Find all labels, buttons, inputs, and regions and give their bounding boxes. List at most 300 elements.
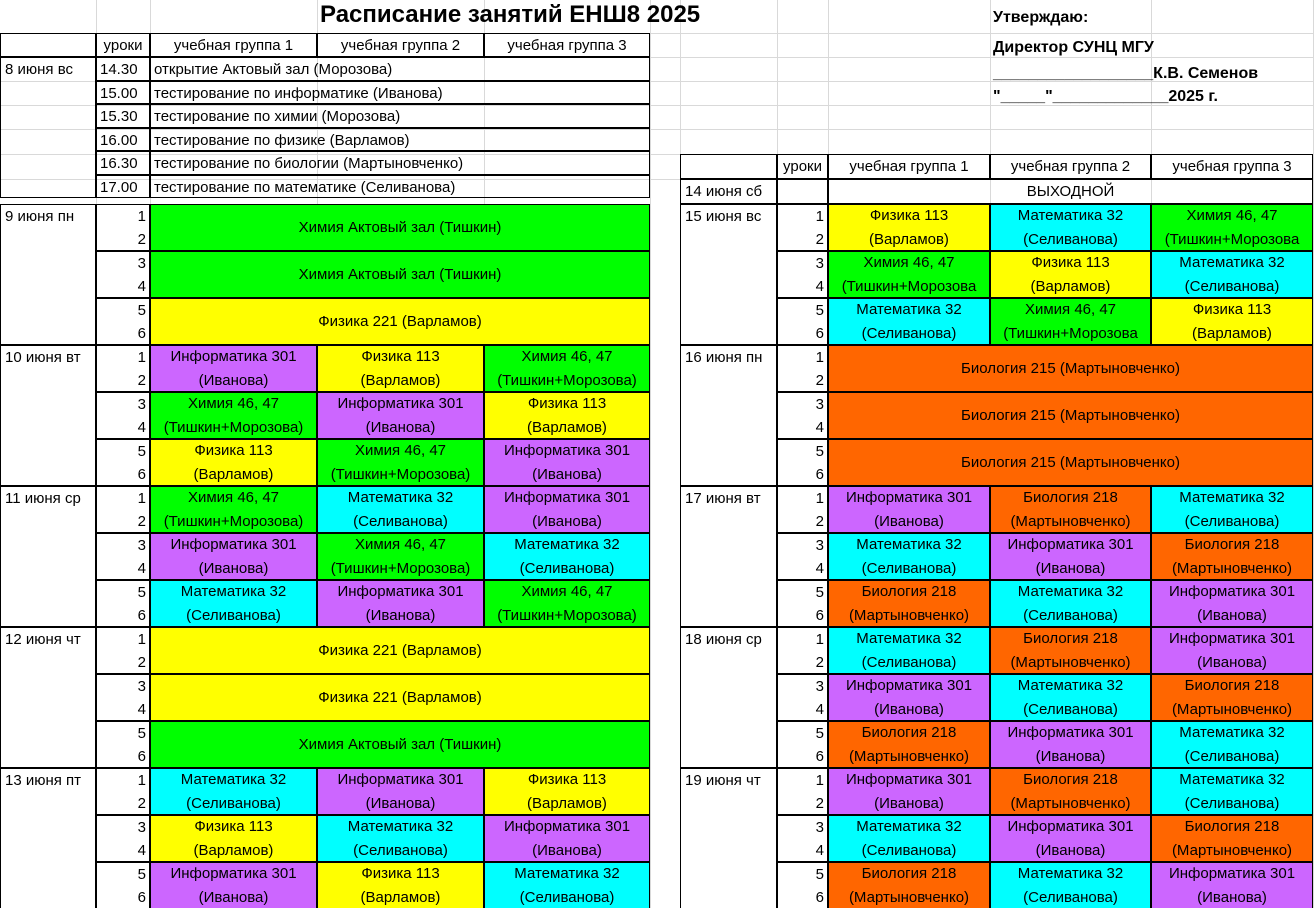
class-title: Информатика 301 xyxy=(1168,583,1296,600)
lesson-number: 2 xyxy=(96,651,150,675)
class-teacher: (Селиванова) xyxy=(186,794,281,812)
class-teacher: (Селиванова) xyxy=(861,841,957,859)
class-cell xyxy=(990,486,1151,533)
lesson-number: 4 xyxy=(96,698,150,722)
class-title: Биология 218 xyxy=(1023,489,1118,506)
class-title: Информатика 301 xyxy=(170,348,297,365)
lesson-number: 2 xyxy=(777,510,828,534)
lesson-number: 2 xyxy=(96,792,150,816)
lesson-number: 6 xyxy=(777,463,828,487)
class-cell xyxy=(1151,298,1313,345)
class-teacher: (Иванова) xyxy=(874,700,944,718)
lesson-number: 4 xyxy=(777,275,828,299)
class-cell xyxy=(990,768,1151,815)
class-title: Химия 46, 47 xyxy=(521,583,613,600)
class-teacher: (Мартыновченко) xyxy=(848,747,970,765)
class-cell xyxy=(150,721,650,768)
class-cell xyxy=(1151,486,1313,533)
time-cell: 15.00 xyxy=(96,81,150,105)
class-teacher: (Селиванова) xyxy=(861,324,957,342)
class-title: Химия Актовый зал (Тишкин) xyxy=(298,218,502,236)
class-cell xyxy=(828,815,990,862)
class-title: Химия 46, 47 xyxy=(354,536,447,553)
class-cell xyxy=(150,768,317,815)
class-teacher: (Тишкин+Морозова) xyxy=(163,512,304,530)
class-teacher: (Иванова) xyxy=(365,606,436,624)
class-cell xyxy=(317,392,484,439)
class-title: Химия 46, 47 xyxy=(187,395,280,412)
class-title: Химия 46, 47 xyxy=(521,348,613,365)
class-title: Биология 218 xyxy=(861,724,957,741)
class-teacher: (Иванова) xyxy=(1197,606,1267,624)
class-title: Математика 32 xyxy=(180,771,287,788)
class-cell xyxy=(990,721,1151,768)
class-title: Физика 221 (Варламов) xyxy=(318,641,482,659)
class-cell xyxy=(150,439,317,486)
class-teacher: (Иванова) xyxy=(1035,559,1106,577)
day-date: 17 июня вт xyxy=(680,486,777,627)
lesson-number: 3 xyxy=(777,392,828,416)
class-cell xyxy=(317,345,484,392)
class-title: Информатика 301 xyxy=(1007,818,1134,835)
class-cell xyxy=(484,345,650,392)
class-cell xyxy=(150,627,650,674)
class-title: Математика 32 xyxy=(856,818,962,835)
class-cell xyxy=(150,486,317,533)
class-teacher: (Мартыновченко) xyxy=(1171,700,1293,718)
lesson-number: 6 xyxy=(96,604,150,628)
class-teacher: (Тишкин+Морозова) xyxy=(330,465,471,483)
class-cell xyxy=(150,392,317,439)
class-cell xyxy=(150,251,650,298)
class-title: Химия 46, 47 xyxy=(1024,301,1117,318)
class-cell xyxy=(150,533,317,580)
class-title: Математика 32 xyxy=(1017,677,1124,694)
class-cell xyxy=(150,204,650,251)
class-teacher: (Варламов) xyxy=(193,465,274,483)
class-teacher: (Тишкин+Морозова) xyxy=(330,559,471,577)
class-title: Биология 215 (Мартыновченко) xyxy=(961,453,1180,471)
class-teacher: (Селиванова) xyxy=(861,559,957,577)
class-title: Биология 215 (Мартыновченко) xyxy=(961,406,1180,424)
day-date: 16 июня пн xyxy=(680,345,777,486)
class-title: Математика 32 xyxy=(1017,865,1124,882)
class-title: Физика 113 xyxy=(361,865,440,882)
class-title: Информатика 301 xyxy=(1007,536,1134,553)
day-date: 18 июня ср xyxy=(680,627,777,768)
class-title: Информатика 301 xyxy=(170,536,297,553)
class-teacher: (Иванова) xyxy=(1197,888,1267,906)
class-cell xyxy=(317,768,484,815)
class-title: Биология 218 xyxy=(1023,771,1118,788)
class-teacher: (Тишкин+Морозова xyxy=(841,277,977,295)
time-cell: 16.00 xyxy=(96,128,150,152)
class-title: Математика 32 xyxy=(1179,771,1285,788)
class-teacher: (Селиванова) xyxy=(1184,512,1280,530)
day-date: 15 июня вс xyxy=(680,204,777,345)
lesson-number: 1 xyxy=(777,486,828,510)
class-cell xyxy=(484,815,650,862)
day-date: 19 июня чт xyxy=(680,768,777,908)
header-group-2: учебная группа 2 xyxy=(317,33,484,57)
class-title: Биология 218 xyxy=(1023,630,1118,647)
class-teacher: (Селиванова) xyxy=(1184,277,1280,295)
class-title: Химия Актовый зал (Тишкин) xyxy=(298,735,502,753)
class-cell xyxy=(1151,580,1313,627)
lesson-number: 4 xyxy=(96,557,150,581)
class-teacher: (Иванова) xyxy=(874,512,944,530)
header-group-3: учебная группа 3 xyxy=(1151,154,1313,179)
class-title: Математика 32 xyxy=(856,630,962,647)
class-cell xyxy=(828,345,1313,392)
lesson-number: 1 xyxy=(96,204,150,228)
class-title: Физика 113 xyxy=(869,207,949,224)
lesson-number: 4 xyxy=(96,416,150,440)
time-cell: 16.30 xyxy=(96,151,150,175)
class-title: Информатика 301 xyxy=(503,442,631,459)
class-title: Информатика 301 xyxy=(1168,865,1296,882)
class-title: Математика 32 xyxy=(347,818,454,835)
class-cell xyxy=(990,251,1151,298)
class-cell xyxy=(150,862,317,908)
class-cell xyxy=(1151,533,1313,580)
event-cell: тестирование по математике (Селиванова) xyxy=(150,175,650,199)
class-cell xyxy=(990,862,1151,908)
class-title: Физика 113 xyxy=(194,818,273,835)
class-teacher: (Селиванова) xyxy=(1184,747,1280,765)
lesson-number: 6 xyxy=(777,745,828,769)
lesson-number: 3 xyxy=(777,815,828,839)
class-title: Информатика 301 xyxy=(503,818,631,835)
class-cell xyxy=(990,204,1151,251)
class-cell xyxy=(828,627,990,674)
lesson-number: 5 xyxy=(777,721,828,745)
class-teacher: (Мартыновченко) xyxy=(1010,653,1131,671)
class-teacher: (Варламов) xyxy=(1030,277,1111,295)
class-cell xyxy=(484,580,650,627)
class-title: Информатика 301 xyxy=(845,489,973,506)
lesson-number: 1 xyxy=(96,627,150,651)
class-teacher: (Тишкин+Морозова xyxy=(1164,230,1300,248)
class-cell xyxy=(150,298,650,345)
lesson-number: 2 xyxy=(777,228,828,252)
class-teacher: (Иванова) xyxy=(198,559,269,577)
lesson-number: 5 xyxy=(96,298,150,322)
class-teacher: (Мартыновченко) xyxy=(848,606,970,624)
class-title: Математика 32 xyxy=(1017,207,1124,224)
class-teacher: (Иванова) xyxy=(1197,653,1267,671)
class-teacher: (Иванова) xyxy=(874,794,944,812)
lesson-number: 6 xyxy=(777,886,828,908)
class-cell xyxy=(484,862,650,908)
class-cell xyxy=(150,345,317,392)
class-teacher: (Тишкин+Морозова) xyxy=(497,371,637,389)
lesson-number: 3 xyxy=(96,533,150,557)
class-title: Математика 32 xyxy=(514,536,620,553)
lesson-number: 5 xyxy=(96,580,150,604)
class-cell xyxy=(828,721,990,768)
class-cell xyxy=(484,392,650,439)
event-cell: тестирование по информатике (Иванова) xyxy=(150,81,650,105)
class-teacher: (Тишкин+Морозова xyxy=(1003,324,1138,342)
lesson-number: 3 xyxy=(777,674,828,698)
class-title: Информатика 301 xyxy=(503,489,631,506)
class-title: Химия 46, 47 xyxy=(863,254,955,271)
class-title: Информатика 301 xyxy=(845,771,973,788)
lesson-number: 6 xyxy=(777,604,828,628)
class-cell xyxy=(1151,768,1313,815)
event-cell: тестирование по химии (Морозова) xyxy=(150,104,650,128)
header-group-3: учебная группа 3 xyxy=(484,33,650,57)
class-cell xyxy=(828,862,990,908)
event-cell: тестирование по физике (Варламов) xyxy=(150,128,650,152)
class-title: Биология 215 (Мартыновченко) xyxy=(961,359,1180,377)
lesson-number: 2 xyxy=(96,369,150,393)
class-teacher: (Иванова) xyxy=(1035,747,1106,765)
lesson-number: 6 xyxy=(96,322,150,346)
class-cell xyxy=(828,486,990,533)
class-cell xyxy=(1151,204,1313,251)
class-title: Физика 113 xyxy=(1031,254,1110,271)
page-title: Расписание занятий ЕНШ8 2025 xyxy=(320,1,701,28)
lesson-number: 2 xyxy=(96,510,150,534)
class-cell xyxy=(990,580,1151,627)
class-teacher: (Варламов) xyxy=(360,888,441,906)
lesson-number: 5 xyxy=(96,439,150,463)
class-teacher: (Варламов) xyxy=(193,841,274,859)
lesson-number: 4 xyxy=(777,416,828,440)
class-title: Химия 46, 47 xyxy=(1186,207,1278,224)
class-teacher: (Иванова) xyxy=(532,465,602,483)
day-date: 8 июня вс xyxy=(0,57,96,198)
class-teacher: (Селиванова) xyxy=(519,888,615,906)
lesson-number: 1 xyxy=(777,204,828,228)
lesson-number: 4 xyxy=(777,557,828,581)
class-cell xyxy=(1151,862,1313,908)
class-title: Химия 46, 47 xyxy=(187,489,280,506)
class-teacher: (Селиванова) xyxy=(1023,230,1118,248)
lesson-number: 1 xyxy=(96,768,150,792)
class-cell xyxy=(990,533,1151,580)
header-blank xyxy=(0,33,96,57)
class-teacher: (Селиванова) xyxy=(861,653,957,671)
class-cell xyxy=(317,439,484,486)
class-title: Математика 32 xyxy=(1179,489,1285,506)
lesson-number: 4 xyxy=(96,839,150,863)
class-title: Математика 32 xyxy=(1017,583,1124,600)
class-teacher: (Варламов) xyxy=(1192,324,1272,342)
lesson-number: 3 xyxy=(96,251,150,275)
day-date: 12 июня чт xyxy=(0,627,96,768)
class-title: Информатика 301 xyxy=(1007,724,1134,741)
class-cell xyxy=(828,204,990,251)
class-cell xyxy=(484,486,650,533)
class-cell xyxy=(828,251,990,298)
class-cell xyxy=(828,392,1313,439)
lesson-number: 6 xyxy=(777,322,828,346)
lesson-number: 6 xyxy=(96,463,150,487)
class-teacher: (Селиванова) xyxy=(1023,700,1118,718)
lesson-number: 5 xyxy=(777,580,828,604)
lesson-number: 1 xyxy=(96,486,150,510)
lesson-number: 3 xyxy=(96,674,150,698)
lesson-number xyxy=(777,179,828,204)
class-cell xyxy=(828,674,990,721)
class-teacher: (Мартыновченко) xyxy=(1171,841,1293,859)
class-teacher: (Варламов) xyxy=(527,418,607,436)
class-teacher: (Варламов) xyxy=(527,794,607,812)
approval-line-3: __________________К.В. Семенов xyxy=(993,65,1259,82)
class-title: Физика 221 (Варламов) xyxy=(318,688,482,706)
class-cell xyxy=(828,533,990,580)
class-title: Информатика 301 xyxy=(337,395,464,412)
header-group-2: учебная группа 2 xyxy=(990,154,1151,179)
lesson-number: 1 xyxy=(777,345,828,369)
lesson-number: 2 xyxy=(777,792,828,816)
class-teacher: (Селиванова) xyxy=(186,606,281,624)
lesson-number: 4 xyxy=(96,275,150,299)
class-cell xyxy=(317,580,484,627)
class-teacher: (Селиванова) xyxy=(1023,606,1118,624)
day-date: 11 июня ср xyxy=(0,486,96,627)
class-title: Биология 218 xyxy=(1184,536,1280,553)
class-teacher: (Иванова) xyxy=(532,512,602,530)
class-cell xyxy=(150,815,317,862)
lesson-number: 2 xyxy=(777,651,828,675)
class-title: Информатика 301 xyxy=(337,583,464,600)
class-cell xyxy=(1151,251,1313,298)
lesson-number: 1 xyxy=(777,768,828,792)
lesson-number: 6 xyxy=(96,886,150,908)
event-cell: тестирование по биологии (Мартыновченко) xyxy=(150,151,650,175)
class-cell xyxy=(150,580,317,627)
class-teacher: (Тишкин+Морозова) xyxy=(163,418,304,436)
approval-line-1: Утверждаю: xyxy=(993,9,1089,26)
lesson-number: 6 xyxy=(96,745,150,769)
day-date: 13 июня пт xyxy=(0,768,96,908)
class-title: Математика 32 xyxy=(1179,724,1285,741)
class-cell xyxy=(484,533,650,580)
class-teacher: (Варламов) xyxy=(360,371,441,389)
class-title: Физика 113 xyxy=(527,771,607,788)
lesson-number: 3 xyxy=(96,815,150,839)
class-cell xyxy=(828,580,990,627)
class-cell xyxy=(317,486,484,533)
lesson-number: 3 xyxy=(777,533,828,557)
class-title: Биология 218 xyxy=(1184,818,1280,835)
class-title: Математика 32 xyxy=(1179,254,1285,271)
event-cell: открытие Актовый зал (Морозова) xyxy=(150,57,650,81)
approval-line-4: "_____"_____________2025 г. xyxy=(993,88,1218,105)
class-title: Информатика 301 xyxy=(845,677,973,694)
class-title: Физика 113 xyxy=(361,348,440,365)
class-cell xyxy=(990,298,1151,345)
class-teacher: (Иванова) xyxy=(532,841,602,859)
class-title: Биология 218 xyxy=(1184,677,1280,694)
class-title: Информатика 301 xyxy=(1168,630,1296,647)
class-cell xyxy=(828,768,990,815)
lesson-number: 3 xyxy=(777,251,828,275)
class-title: Математика 32 xyxy=(347,489,454,506)
header-group-1: учебная группа 1 xyxy=(150,33,317,57)
class-teacher: (Селиванова) xyxy=(1184,794,1280,812)
class-title: Математика 32 xyxy=(514,865,620,882)
class-teacher: (Иванова) xyxy=(198,371,269,389)
time-cell: 15.30 xyxy=(96,104,150,128)
class-cell xyxy=(990,627,1151,674)
class-title: Биология 218 xyxy=(861,865,957,882)
class-title: Биология 218 xyxy=(861,583,957,600)
class-title: Информатика 301 xyxy=(170,865,297,882)
lesson-number: 5 xyxy=(96,721,150,745)
class-cell xyxy=(828,298,990,345)
class-teacher: (Тишкин+Морозова) xyxy=(497,606,637,624)
class-title: Физика 113 xyxy=(194,442,273,459)
class-teacher: (Мартыновченко) xyxy=(1171,559,1293,577)
day-date: 14 июня сб xyxy=(680,179,777,204)
lesson-number: 5 xyxy=(777,439,828,463)
lesson-number: 1 xyxy=(777,627,828,651)
class-teacher: (Мартыновченко) xyxy=(1010,794,1131,812)
gridline-vertical xyxy=(650,0,651,908)
lesson-number: 4 xyxy=(777,698,828,722)
lesson-number: 2 xyxy=(777,369,828,393)
lesson-number: 3 xyxy=(96,392,150,416)
class-cell xyxy=(1151,721,1313,768)
class-teacher: (Мартыновченко) xyxy=(848,888,970,906)
class-cell xyxy=(1151,815,1313,862)
class-teacher: (Селиванова) xyxy=(353,841,448,859)
lesson-number: 1 xyxy=(96,345,150,369)
class-title: Информатика 301 xyxy=(337,771,464,788)
class-title: Химия Актовый зал (Тишкин) xyxy=(298,265,502,283)
class-cell xyxy=(828,439,1313,486)
class-title: Математика 32 xyxy=(856,301,962,318)
header-lessons: уроки xyxy=(96,33,150,57)
class-cell xyxy=(484,439,650,486)
class-teacher: (Селиванова) xyxy=(353,512,448,530)
class-cell xyxy=(150,674,650,721)
class-teacher: (Селиванова) xyxy=(519,559,615,577)
day-date: 10 июня вт xyxy=(0,345,96,486)
lesson-number: 5 xyxy=(96,862,150,886)
class-cell xyxy=(1151,627,1313,674)
class-cell xyxy=(990,674,1151,721)
class-teacher: (Иванова) xyxy=(365,418,436,436)
class-title: Физика 113 xyxy=(527,395,607,412)
class-teacher: (Иванова) xyxy=(1035,841,1106,859)
class-teacher: (Варламов) xyxy=(869,230,949,248)
class-cell xyxy=(317,862,484,908)
header-lessons: уроки xyxy=(777,154,828,179)
approval-line-2: Директор СУНЦ МГУ xyxy=(993,39,1154,56)
lesson-number: 4 xyxy=(777,839,828,863)
class-cell xyxy=(1151,674,1313,721)
class-cell xyxy=(990,815,1151,862)
class-title: Физика 221 (Варламов) xyxy=(318,312,482,330)
lesson-number: 2 xyxy=(96,228,150,252)
class-teacher: (Мартыновченко) xyxy=(1010,512,1131,530)
class-teacher: (Иванова) xyxy=(198,888,269,906)
day-off-label: ВЫХОДНОЙ xyxy=(828,179,1313,204)
day-date: 9 июня пн xyxy=(0,204,96,345)
class-title: Математика 32 xyxy=(856,536,962,553)
class-title: Математика 32 xyxy=(180,583,287,600)
time-cell: 17.00 xyxy=(96,175,150,199)
time-cell: 14.30 xyxy=(96,57,150,81)
class-teacher: (Селиванова) xyxy=(1023,888,1118,906)
class-cell xyxy=(317,533,484,580)
